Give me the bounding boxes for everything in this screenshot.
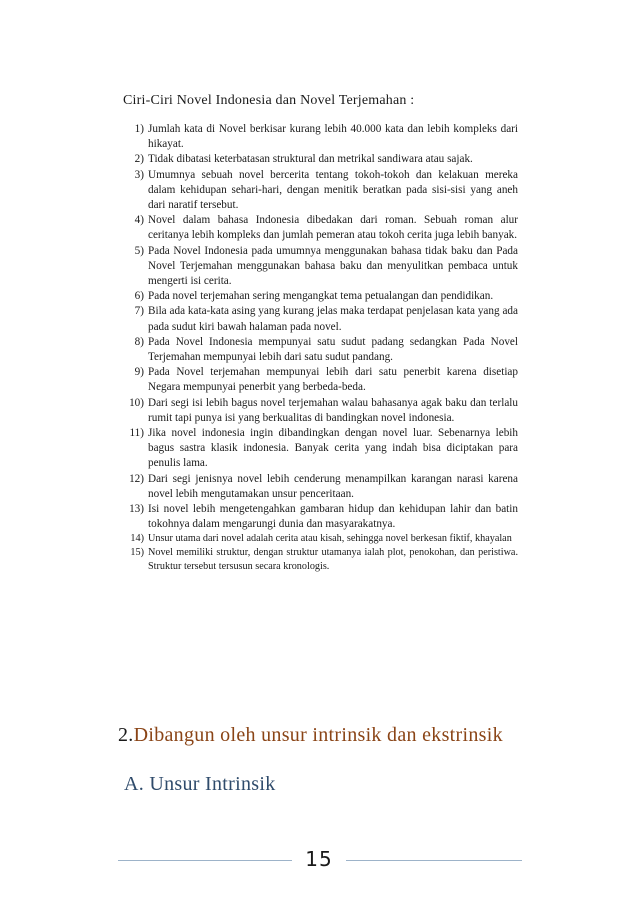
list-item-number: 6)	[134, 290, 144, 303]
footer-rule-right	[346, 860, 522, 861]
page-number: 15	[305, 847, 333, 871]
section-number: 2.	[118, 724, 134, 746]
list-item-number: 13)	[129, 503, 144, 516]
section-title-text: Dibangun oleh unsur intrinsik dan ekstrinsik	[133, 724, 503, 746]
list-item	[134, 168, 518, 214]
list-item-text: Pada Novel Indonesia pada umumnya menggunakan bahasa tidak baku dan Pada Novel Terjemahan menggunakan bahasa baku dan menyulitkan pembaca untuk mengerti isi cerita.	[148, 244, 518, 288]
list-item	[129, 426, 518, 472]
section-heading	[118, 723, 518, 748]
list-item	[134, 335, 518, 365]
list-item	[129, 472, 518, 502]
list-item	[134, 122, 518, 152]
list-item-text: Isi novel lebih mengetengahkan gambaran hidup dan kehidupan lahir dan batin tokohnya dalam mengarungi dunia dan masyarakatnya.	[148, 503, 518, 531]
list-item-number: 5)	[134, 244, 144, 257]
list-item-number: 15)	[130, 547, 144, 559]
list-item-number: 1)	[134, 123, 144, 135]
list-item	[129, 502, 518, 532]
list-item-text: Unsur utama dari novel adalah cerita atau kisah, sehingga novel berkesan fiktif, khayalan	[148, 533, 512, 545]
list-item-text: Tidak dibatasi keterbatasan struktural dan metrikal sandiwara atau sajak.	[148, 153, 473, 166]
list-item	[134, 365, 518, 395]
list-item-text: Dari segi isi lebih bagus novel terjemahan walau bahasanya agak baku dan terlalu rumit tapi punya isi yang berkualitas di bandingkan novel indonesia.	[148, 396, 518, 424]
list-item	[130, 546, 518, 574]
footer-rule-left	[118, 860, 292, 861]
list-item-number: 12)	[129, 472, 144, 485]
list-item-number: 2)	[134, 153, 144, 166]
criteria-list	[129, 122, 518, 574]
list-item	[134, 289, 518, 304]
subsection-heading: A. Unsur Intrinsik	[124, 773, 276, 795]
list-item-number: 4)	[134, 214, 144, 227]
list-item-number: 9)	[134, 366, 144, 379]
list-heading: Ciri-Ciri Novel Indonesia dan Novel Terjemahan :	[123, 93, 415, 108]
list-item-text: Dari segi jenisnya novel lebih cenderung menampilkan karangan narasi karena novel lebih mengutamakan unsur penceritaan.	[148, 472, 518, 500]
list-item	[134, 152, 518, 167]
list-item	[129, 396, 518, 426]
list-item-text: Pada Novel Indonesia mempunyai satu sudut padang sedangkan Pada Novel Terjemahan mempunyai lebih dari satu sudut pandang.	[148, 335, 518, 364]
list-item-number: 3)	[134, 168, 144, 181]
list-item-text: Bila ada kata-kata asing yang kurang jelas maka terdapat penjelasan kata yang ada pada sudut kiri bawah halaman pada novel.	[148, 305, 518, 333]
list-item-text: Novel memiliki struktur, dengan struktur utamanya ialah plot, penokohan, dan peristiwa. Struktur tersebut tersusun secara kronologis.	[148, 547, 518, 573]
list-item-number: 7)	[134, 305, 144, 318]
list-item-number: 14)	[130, 533, 144, 545]
list-item-text: Novel dalam bahasa Indonesia dibedakan dari roman. Sebuah roman alur ceritanya lebih kompleks dan jumlah pemeran atau tokoh cerita juga lebih banyak.	[148, 214, 518, 242]
list-item-text: Pada Novel terjemahan mempunyai lebih dari satu penerbit karena disetiap Negara mempunyai penerbit yang berbeda-beda.	[148, 366, 518, 394]
list-item-number: 8)	[134, 335, 144, 348]
list-item-number: 11)	[129, 427, 144, 440]
list-item	[134, 304, 518, 334]
list-item	[134, 213, 518, 243]
list-item-number: 10)	[129, 396, 144, 409]
list-item-text: Jika novel indonesia ingin dibandingkan dengan novel luar. Sebenarnya lebih bagus sastra klasik indonesia. Banyak cerita yang indah bisa diciptakan para penulis lama.	[148, 427, 518, 470]
list-item-text: Jumlah kata di Novel berkisar kurang lebih 40.000 kata dan lebih kompleks dari hikayat.	[148, 123, 518, 151]
list-item	[130, 532, 518, 546]
list-item	[134, 244, 518, 290]
list-item-text: Pada novel terjemahan sering mengangkat tema petualangan dan pendidikan.	[148, 290, 494, 303]
list-item-text: Umumnya sebuah novel bercerita tentang tokoh-tokoh dan kelakuan mereka dalam kehidupan sehari-hari, dengan menitik beratkan pada sisi-sisi yang aneh dari naratif tersebut.	[148, 168, 518, 212]
